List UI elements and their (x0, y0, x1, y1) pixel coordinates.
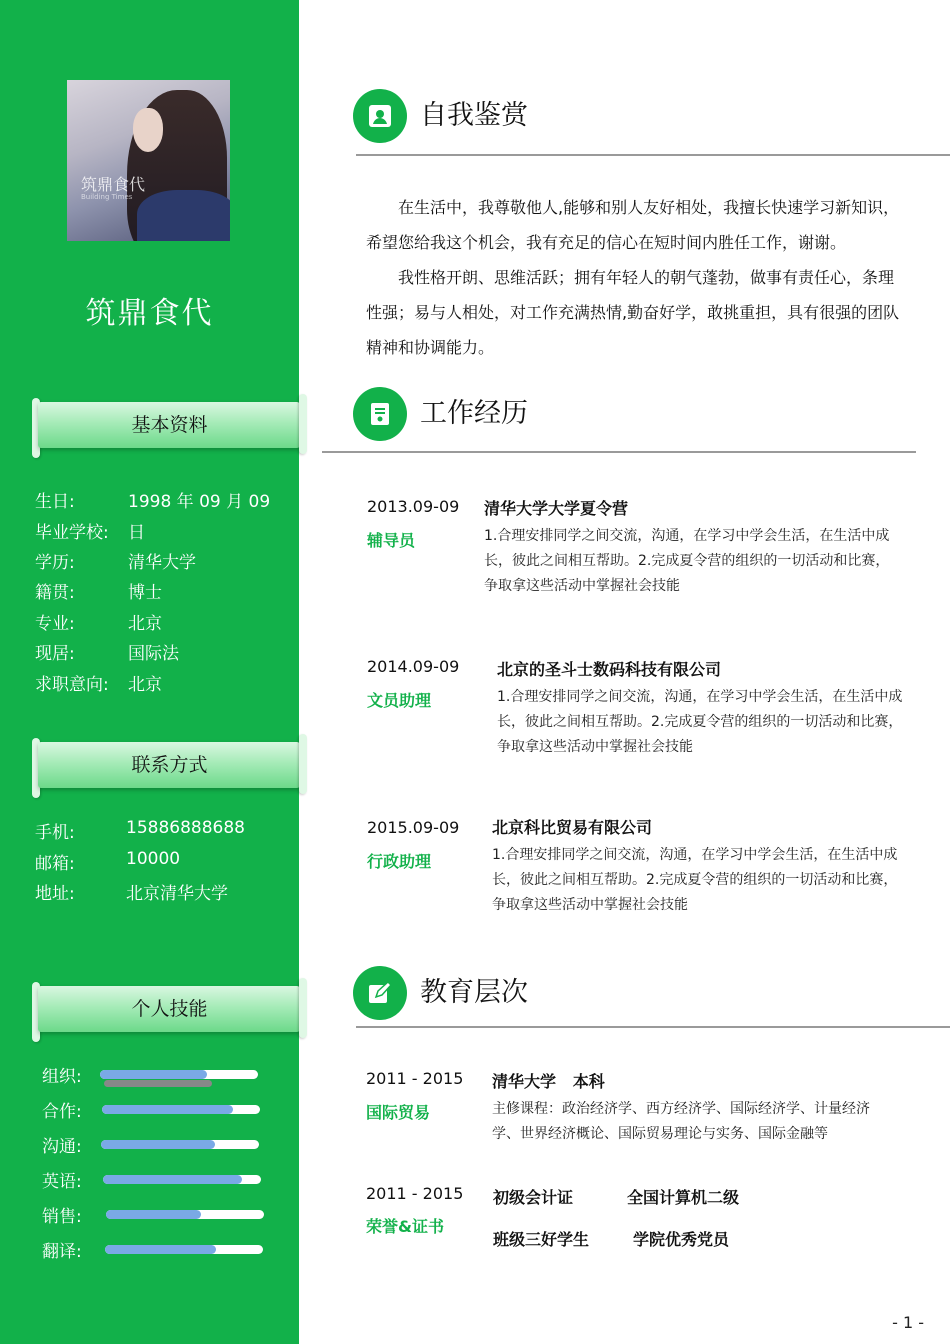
honor-item: 初级会计证 (493, 1188, 574, 1207)
honor-item: 全国计算机二级 (627, 1188, 740, 1207)
work-desc: 1.合理安排同学之间交流，沟通，在学习中学会生活，在生活中成长，彼此之间相互帮助。2.完成夏令营的组织的一切活动和比赛，争取拿这些活动中掌握社会技能 (492, 847, 898, 913)
self-eval-paragraph: 我性格开朗、思维活跃；拥有年轻人的朝气蓬勃，做事有责任心，条理性强；易与人相处，对工作充满热情,勤奋好学，敢挑重担，具有很强的团队精神和协调能力。 (366, 268, 900, 357)
photo-watermark-sub: Building Times (81, 193, 133, 201)
work-org: 北京的圣斗士数码科技有限公司 (497, 660, 722, 679)
skill-row: 翻译: (42, 1237, 282, 1267)
page-number: - 1 - (892, 1313, 924, 1332)
work-date: 2015.09-09 (367, 818, 460, 837)
self-eval-title: 自我鉴赏 (420, 100, 528, 131)
skill-row: 英语: (42, 1167, 282, 1197)
skills-title: 个人技能 (131, 998, 208, 1020)
profile-name: 筑鼎食代 (85, 296, 214, 331)
skill-fill (101, 1140, 215, 1149)
skill-track (101, 1140, 259, 1149)
skill-track (102, 1105, 260, 1114)
user-card-icon (353, 89, 407, 143)
skill-row: 沟通: (42, 1132, 282, 1162)
skill-track (103, 1175, 261, 1184)
skill-track (105, 1245, 263, 1254)
edu-desc: 主修课程：政治经济学、西方经济学、国际经济学、计量经济学、世界经济概论、国际贸易理论与实务、国际金融等 (492, 1101, 870, 1142)
basic-info-title: 基本资料 (131, 414, 208, 436)
document-icon (353, 387, 407, 441)
work-role: 辅导员 (367, 531, 416, 550)
skill-track (100, 1070, 258, 1079)
work-org: 清华大学大学夏令营 (484, 499, 629, 518)
skill-fill (105, 1245, 216, 1254)
work-org: 北京科比贸易有限公司 (492, 818, 653, 837)
edu-school: 清华大学 本科 (492, 1072, 605, 1091)
work-role: 文员助理 (367, 691, 432, 710)
work-role: 行政助理 (367, 852, 432, 871)
work-date: 2014.09-09 (367, 657, 460, 676)
divider (322, 451, 916, 453)
work-title: 工作经历 (420, 398, 528, 429)
divider (356, 154, 950, 156)
sidebar: 筑鼎食代 Building Times 筑鼎食代 基本资料 生日: 1998 年 09 月 09 毕业学校: 日 学历: 清华大学 籍贯: 博士 专业: 北京 现居: 国际法 求职意向: 北京 联系方式 手机: 15886888688 邮箱: 10000 地址: 北京清华大学 个人技能 组织: 合作: 沟通: 英语: 销售: 翻译: (0, 0, 299, 1344)
skills-header (32, 982, 307, 1038)
work-desc: 1.合理安排同学之间交流，沟通，在学习中学会生活，在生活中成长，彼此之间相互帮助。2.完成夏令营的组织的一切活动和比赛，争取拿这些活动中掌握社会技能 (484, 528, 890, 594)
edit-icon (353, 966, 407, 1020)
edu-honors-label: 荣誉&证书 (366, 1217, 444, 1236)
work-date: 2013.09-09 (367, 497, 460, 516)
skill-row: 销售: (42, 1202, 282, 1232)
edu-major: 国际贸易 (366, 1103, 431, 1122)
work-desc: 1.合理安排同学之间交流，沟通，在学习中学会生活，在生活中成长，彼此之间相互帮助。2.完成夏令营的组织的一切活动和比赛，争取拿这些活动中掌握社会技能 (497, 689, 903, 755)
edu-date: 2011 - 2015 (366, 1184, 464, 1203)
self-eval-paragraph: 在生活中，我尊敬他人,能够和别人友好相处，我擅长快速学习新知识，希望您给我这个机会，我有充足的信心在短时间内胜任工作，谢谢。 (366, 198, 900, 252)
skill-row: 组织: (42, 1062, 282, 1092)
skill-fill (106, 1210, 201, 1219)
skill-track (106, 1210, 264, 1219)
honor-item: 学院优秀党员 (633, 1230, 730, 1249)
contact-header (32, 738, 307, 794)
contact-title: 联系方式 (131, 754, 208, 776)
skill-row: 合作: (42, 1097, 282, 1127)
basic-info-header (32, 398, 307, 454)
divider (356, 1026, 950, 1028)
education-title: 教育层次 (420, 977, 528, 1008)
photo-watermark: 筑鼎食代 (81, 175, 146, 194)
profile-photo (67, 80, 230, 241)
skill-fill (102, 1105, 233, 1114)
skill-fill (100, 1070, 207, 1079)
edu-date: 2011 - 2015 (366, 1069, 464, 1088)
skill-fill (103, 1175, 242, 1184)
honor-item: 班级三好学生 (493, 1230, 590, 1249)
